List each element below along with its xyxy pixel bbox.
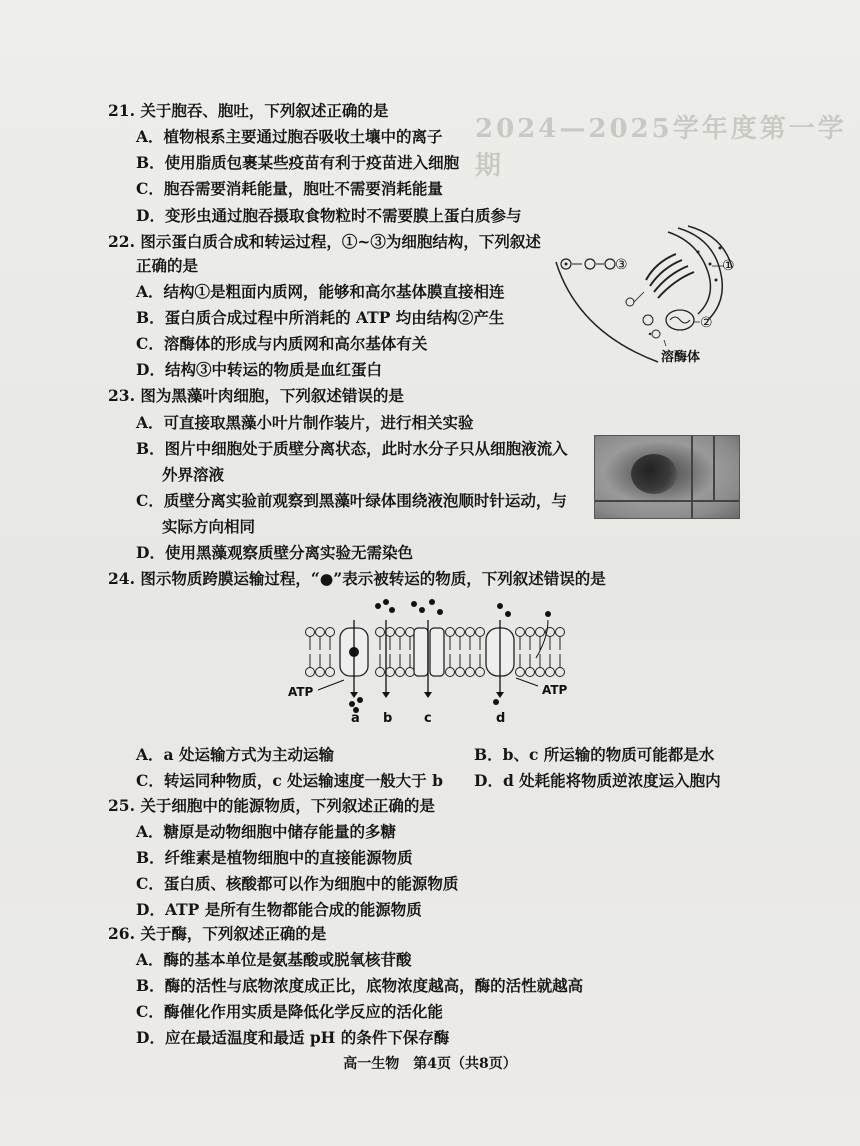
q23-option-b-cont: 外界溶液 bbox=[162, 465, 225, 484]
lipid-head bbox=[306, 668, 315, 677]
label-structure-3: ③ bbox=[615, 257, 628, 273]
lipid-head bbox=[376, 628, 385, 637]
q24-option-b: B．b、c 所运输的物质可能都是水 bbox=[474, 745, 715, 764]
lipid-head bbox=[406, 668, 415, 677]
q23-option-c-cont: 实际方向相同 bbox=[162, 517, 256, 536]
q23-option-b: B．图片中细胞处于质壁分离状态，此时水分子只从细胞液流入 bbox=[136, 439, 568, 458]
lipid-head bbox=[536, 628, 545, 637]
lipid-head bbox=[326, 628, 335, 637]
lipid-head bbox=[316, 668, 325, 677]
lipid-head bbox=[406, 628, 415, 637]
q26-option-c: C．酶催化作用实质是降低化学反应的活化能 bbox=[136, 1002, 443, 1021]
lipid-head bbox=[466, 628, 475, 637]
lipid-head bbox=[326, 668, 335, 677]
q22-stem-line1: 22. 图示蛋白质合成和转运过程，①~③为细胞结构，下列叙述 bbox=[108, 232, 541, 251]
q24-option-d: D．d 处耗能将物质逆浓度运入胞内 bbox=[474, 771, 721, 790]
q23-option-d: D．使用黑藻观察质壁分离实验无需染色 bbox=[136, 543, 413, 562]
q24-option-a: A．a 处运输方式为主动运输 bbox=[136, 745, 334, 764]
q22-option-b: B．蛋白质合成过程中所消耗的 ATP 均由结构②产生 bbox=[136, 308, 505, 327]
lipid-head bbox=[466, 668, 475, 677]
lipid-head bbox=[376, 668, 385, 677]
q21-option-c: C．胞吞需要消耗能量，胞吐不需要消耗能量 bbox=[136, 179, 443, 198]
q26-option-a: A．酶的基本单位是氨基酸或脱氧核苷酸 bbox=[136, 950, 412, 969]
atp-label-right: ATP bbox=[542, 683, 568, 697]
lipid-head bbox=[456, 668, 465, 677]
lipid-head bbox=[556, 628, 565, 637]
lipid-head bbox=[446, 668, 455, 677]
lipid-head bbox=[476, 668, 485, 677]
q25-option-a: A．糖原是动物细胞中储存能量的多糖 bbox=[136, 822, 397, 841]
cell-wall-line bbox=[595, 500, 739, 502]
q25-stem: 25. 关于细胞中的能源物质，下列叙述正确的是 bbox=[108, 796, 435, 815]
lipid-head bbox=[316, 628, 325, 637]
q21-stem: 21. 关于胞吞、胞吐，下列叙述正确的是 bbox=[108, 101, 389, 120]
label-d: d bbox=[496, 711, 506, 726]
q22-option-d: D．结构③中转运的物质是血红蛋白 bbox=[136, 360, 382, 379]
lipid-head bbox=[526, 668, 535, 677]
q26-stem: 26. 关于酶，下列叙述正确的是 bbox=[108, 924, 327, 943]
q26-option-b: B．酶的活性与底物浓度成正比，底物浓度越高，酶的活性就越高 bbox=[136, 976, 584, 995]
q23-option-a: A．可直接取黑藻小叶片制作装片，进行相关实验 bbox=[136, 413, 474, 432]
lipid-head bbox=[556, 668, 565, 677]
q24-option-c: C．转运同种物质，c 处运输速度一般大于 b bbox=[136, 771, 443, 790]
lipid-head bbox=[516, 628, 525, 637]
lipid-head bbox=[446, 628, 455, 637]
channel-protein-c bbox=[414, 628, 428, 676]
q22-option-a: A．结构①是粗面内质网，能够和高尔基体膜直接相连 bbox=[136, 282, 505, 301]
q21-option-b: B．使用脂质包裹某些疫苗有利于疫苗进入细胞 bbox=[136, 153, 460, 172]
q25-option-b: B．纤维素是植物细胞中的直接能源物质 bbox=[136, 848, 413, 867]
label-structure-2: ② bbox=[700, 315, 713, 331]
q25-option-d: D．ATP 是所有生物都能合成的能源物质 bbox=[136, 900, 422, 919]
lysosome-label: 溶酶体 bbox=[661, 350, 701, 365]
q25-option-c: C．蛋白质、核酸都可以作为细胞中的能源物质 bbox=[136, 874, 459, 893]
q21-option-a: A．植物根系主要通过胞吞吸收土壤中的离子 bbox=[136, 127, 443, 146]
q22-option-c: C．溶酶体的形成与内质网和高尔基体有关 bbox=[136, 334, 428, 353]
lipid-head bbox=[396, 628, 405, 637]
lipid-head bbox=[386, 668, 395, 677]
q26-option-d: D．应在最适温度和最适 pH 的条件下保存酶 bbox=[136, 1028, 450, 1047]
q23-option-c: C．质壁分离实验前观察到黑藻叶绿体围绕液泡顺时针运动，与 bbox=[136, 491, 567, 510]
membrane-transport-diagram bbox=[286, 598, 586, 728]
q21-option-d: D．变形虫通过胞吞摄取食物粒时不需要膜上蛋白质参与 bbox=[136, 206, 522, 225]
label-c: c bbox=[424, 711, 432, 726]
lipid-head bbox=[516, 668, 525, 677]
lipid-head bbox=[526, 628, 535, 637]
lipid-head bbox=[546, 668, 555, 677]
cell-wall-line bbox=[713, 436, 715, 500]
q23-stem: 23. 图为黑藻叶肉细胞，下列叙述错误的是 bbox=[108, 386, 404, 405]
lipid-head bbox=[456, 628, 465, 637]
lipid-head bbox=[536, 668, 545, 677]
label-b: b bbox=[383, 711, 393, 726]
q22-stem-line2: 正确的是 bbox=[136, 256, 199, 275]
label-structure-1: ① bbox=[722, 258, 735, 274]
plasmolyzed-protoplast bbox=[631, 454, 677, 494]
lipid-head bbox=[306, 628, 315, 637]
cell-wall-line bbox=[691, 436, 693, 518]
page-footer: 高一生物 第4页（共8页） bbox=[343, 1056, 517, 1072]
label-a: a bbox=[351, 711, 360, 726]
q24-stem: 24. 图示物质跨膜运输过程，“●”表示被转运的物质，下列叙述错误的是 bbox=[108, 569, 606, 588]
protein-transport-diagram bbox=[548, 222, 748, 372]
lipid-head bbox=[476, 628, 485, 637]
lipid-head bbox=[386, 628, 395, 637]
bleed-through-heading: 2024—2025学年度第一学期 bbox=[475, 114, 847, 181]
elodea-leaf-micrograph bbox=[594, 435, 740, 519]
atp-label-left: ATP bbox=[288, 685, 314, 699]
lipid-head bbox=[396, 668, 405, 677]
